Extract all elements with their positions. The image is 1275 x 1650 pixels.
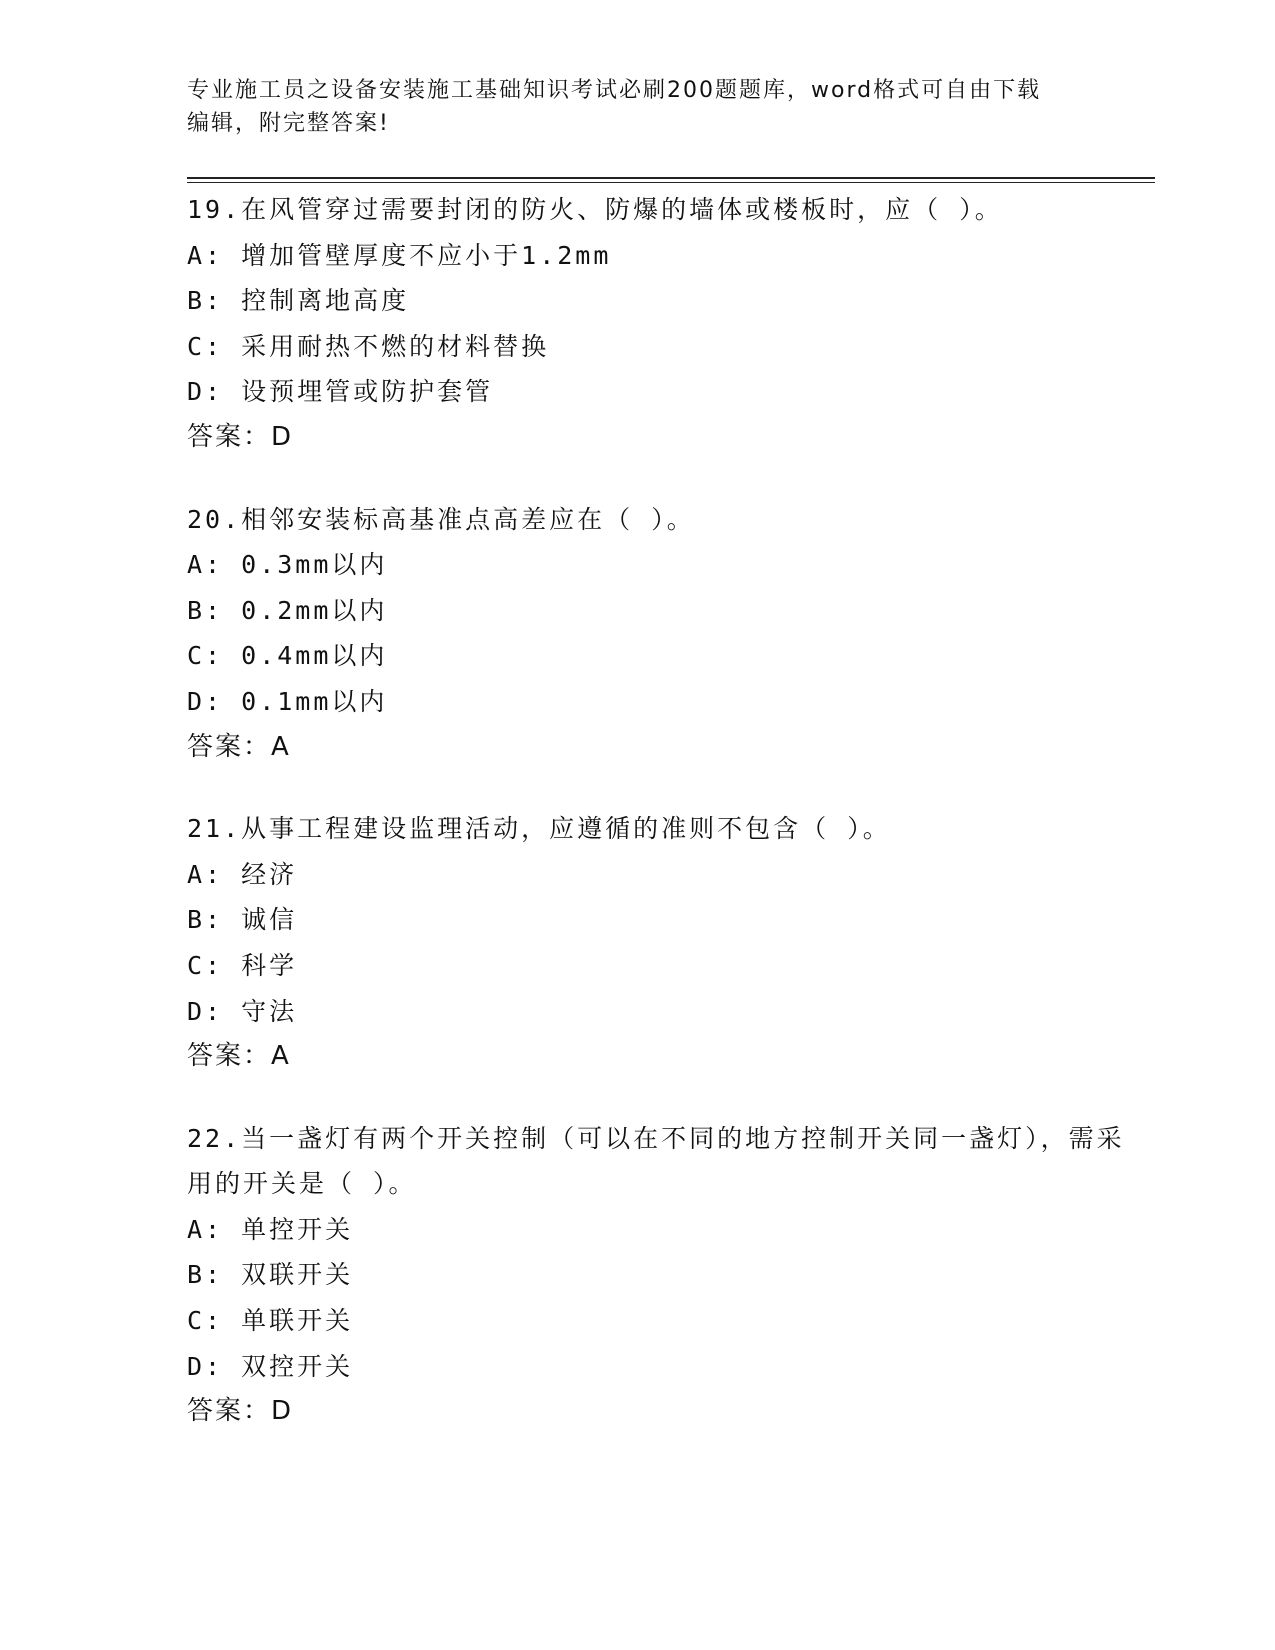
header-divider-thick (187, 177, 1155, 179)
question-text: 20.相邻安装标高基准点高差应在（ ）。 (187, 504, 695, 534)
question-22 (187, 1116, 1127, 1435)
option-b: B: 0.2mm以内 (187, 595, 388, 625)
option-c: C: 采用耐热不燃的材料替换 (187, 331, 550, 361)
option-d: D: 双控开关 (187, 1351, 354, 1381)
option-a: A: 经济 (187, 859, 298, 889)
option-d: D: 0.1mm以内 (187, 686, 388, 716)
option-c: C: 0.4mm以内 (187, 641, 388, 671)
answer-line: 答案：A (187, 731, 291, 762)
option-a: A: 单控开关 (187, 1214, 354, 1244)
question-text: 21.从事工程建设监理活动，应遵循的准则不包含（ ）。 (187, 814, 891, 844)
answer-line: 答案：A (187, 1041, 291, 1072)
option-c: C: 科学 (187, 950, 298, 980)
question-text: 19.在风管穿过需要封闭的防火、防爆的墙体或楼板时，应（ ）。 (187, 195, 1003, 224)
option-b: B: 双联开关 (187, 1260, 354, 1290)
option-d: D: 设预埋管或防护套管 (187, 377, 494, 407)
option-b: B: 诚信 (187, 905, 298, 935)
question-list (187, 187, 1127, 1471)
question-21 (187, 806, 1127, 1080)
option-d: D: 守法 (187, 996, 298, 1026)
option-c: C: 单联开关 (187, 1306, 354, 1336)
question-text: 22.当一盏灯有两个开关控制（可以在不同的地方控制开关同一盏灯），需采用的开关是（ ）。 (187, 1123, 1125, 1199)
header-divider-thin (187, 182, 1155, 183)
question-20 (187, 497, 1127, 771)
answer-line: 答案：D (187, 421, 294, 452)
option-a: A: 0.3mm以内 (187, 550, 388, 580)
option-a: A: 增加管壁厚度不应小于1.2mm (187, 240, 612, 270)
option-b: B: 控制离地高度 (187, 286, 410, 316)
answer-line: 答案：D (187, 1396, 294, 1427)
document-header (187, 74, 1087, 140)
question-19 (187, 187, 1127, 461)
header-title-line-2: 编辑，附完整答案! (187, 111, 390, 136)
header-title-line-1: 专业施工员之设备安装施工基础知识考试必刷200题题库，word格式可自由下载 (187, 78, 1042, 103)
